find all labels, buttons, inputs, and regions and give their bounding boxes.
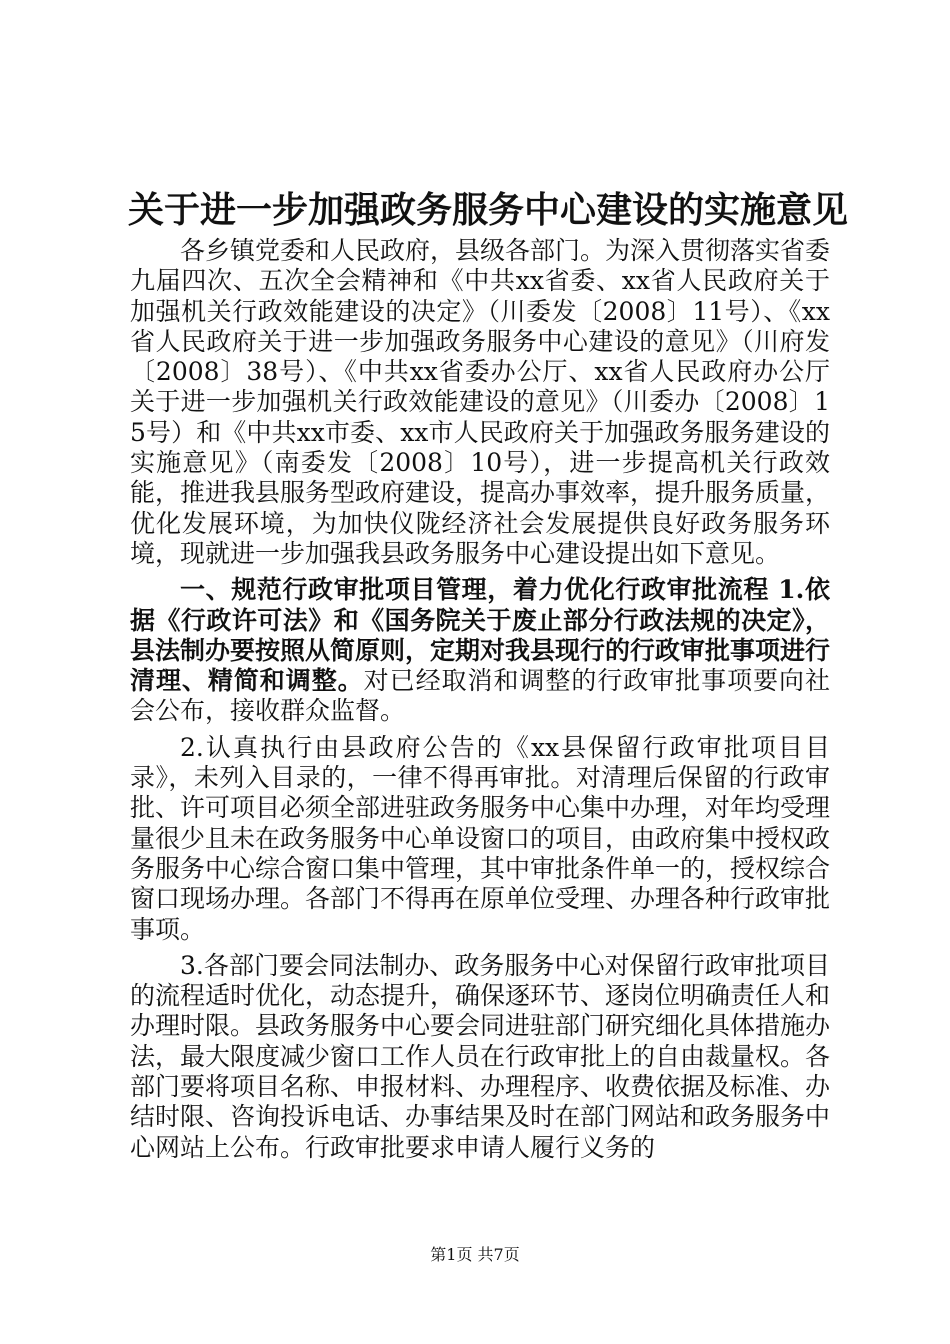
paragraph-text: 2.认真执行由县政府公告的《xx县保留行政审批项目目录》，未列入目录的，一律不得再审批。对清理后保留的行政审批、许可项目必须全部进驻政务服务中心集中办理，对年均受理量很少且未在政务服务中心单设窗口的项目，由政府集中授权政务服务中心综合窗口集中管理，其中审批条件单一的，授权综合窗口现场办理。各部门不得再在原单位受理、办理各种行政审批事项。 <box>130 732 831 944</box>
paragraph-section-1 <box>130 575 830 726</box>
paragraph-intro <box>130 236 830 569</box>
paragraph-text: 3.各部门要会同法制办、政务服务中心对保留行政审批项目的流程适时优化，动态提升，确保逐环节、逐岗位明确责任人和办理时限。县政务服务中心要会同进驻部门研究细化具体措施办法，最大限度减少窗口工作人员在行政审批上的自由裁量权。各部门要将项目名称、申报材料、办理程序、收费依据及标准、办结时限、咨询投诉电话、办事结果及时在部门网站和政务服务中心网站上公布。行政审批要求申请人履行义务的 <box>130 950 831 1162</box>
document-body <box>130 236 830 1163</box>
paragraph-item-2 <box>130 733 830 945</box>
page-number-footer: 第1页 共7页 <box>430 1245 520 1264</box>
document-title: 关于进一步加强政务服务中心建设的实施意见 <box>128 189 849 231</box>
paragraph-text: 各乡镇党委和人民政府，县级各部门。为深入贯彻落实省委九届四次、五次全会精神和《中共xx省委、xx省人民政府关于加强机关行政效能建设的决定》（川委发〔2008〕11号）、《xx省人民政府关于进一步加强政务服务中心建设的意见》（川府发〔2008〕38号）、《中共xx省委办公厅、xx省人民政府办公厅关于进一步加强机关行政效能建设的意见》（川委办〔2008〕15号）和《中共xx市委、xx市人民政府关于加强政务服务建设的实施意见》（南委发〔2008〕10号），进一步提高机关行政效能，推进我县服务型政府建设，提高办事效率，提升服务质量，优化发展环境，为加快仪陇经济社会发展提供良好政务服务环境，现就进一步加强我县政务服务中心建设提出如下意见。 <box>130 236 831 568</box>
paragraph-item-3 <box>130 951 830 1163</box>
paragraph-text: 对已经取消和调整的行政审批事项要向社会公布，接收群众监督。 <box>130 666 830 726</box>
section-heading: 一、规范行政审批项目管理，着力优化行政审批流程 1.依据《行政许可法》和《国务院关于废止部分行政法规的决定》，县法制办要按照从简原则，定期对我县现行的行政审批事项进行清理、精简和调整。 <box>130 575 831 696</box>
